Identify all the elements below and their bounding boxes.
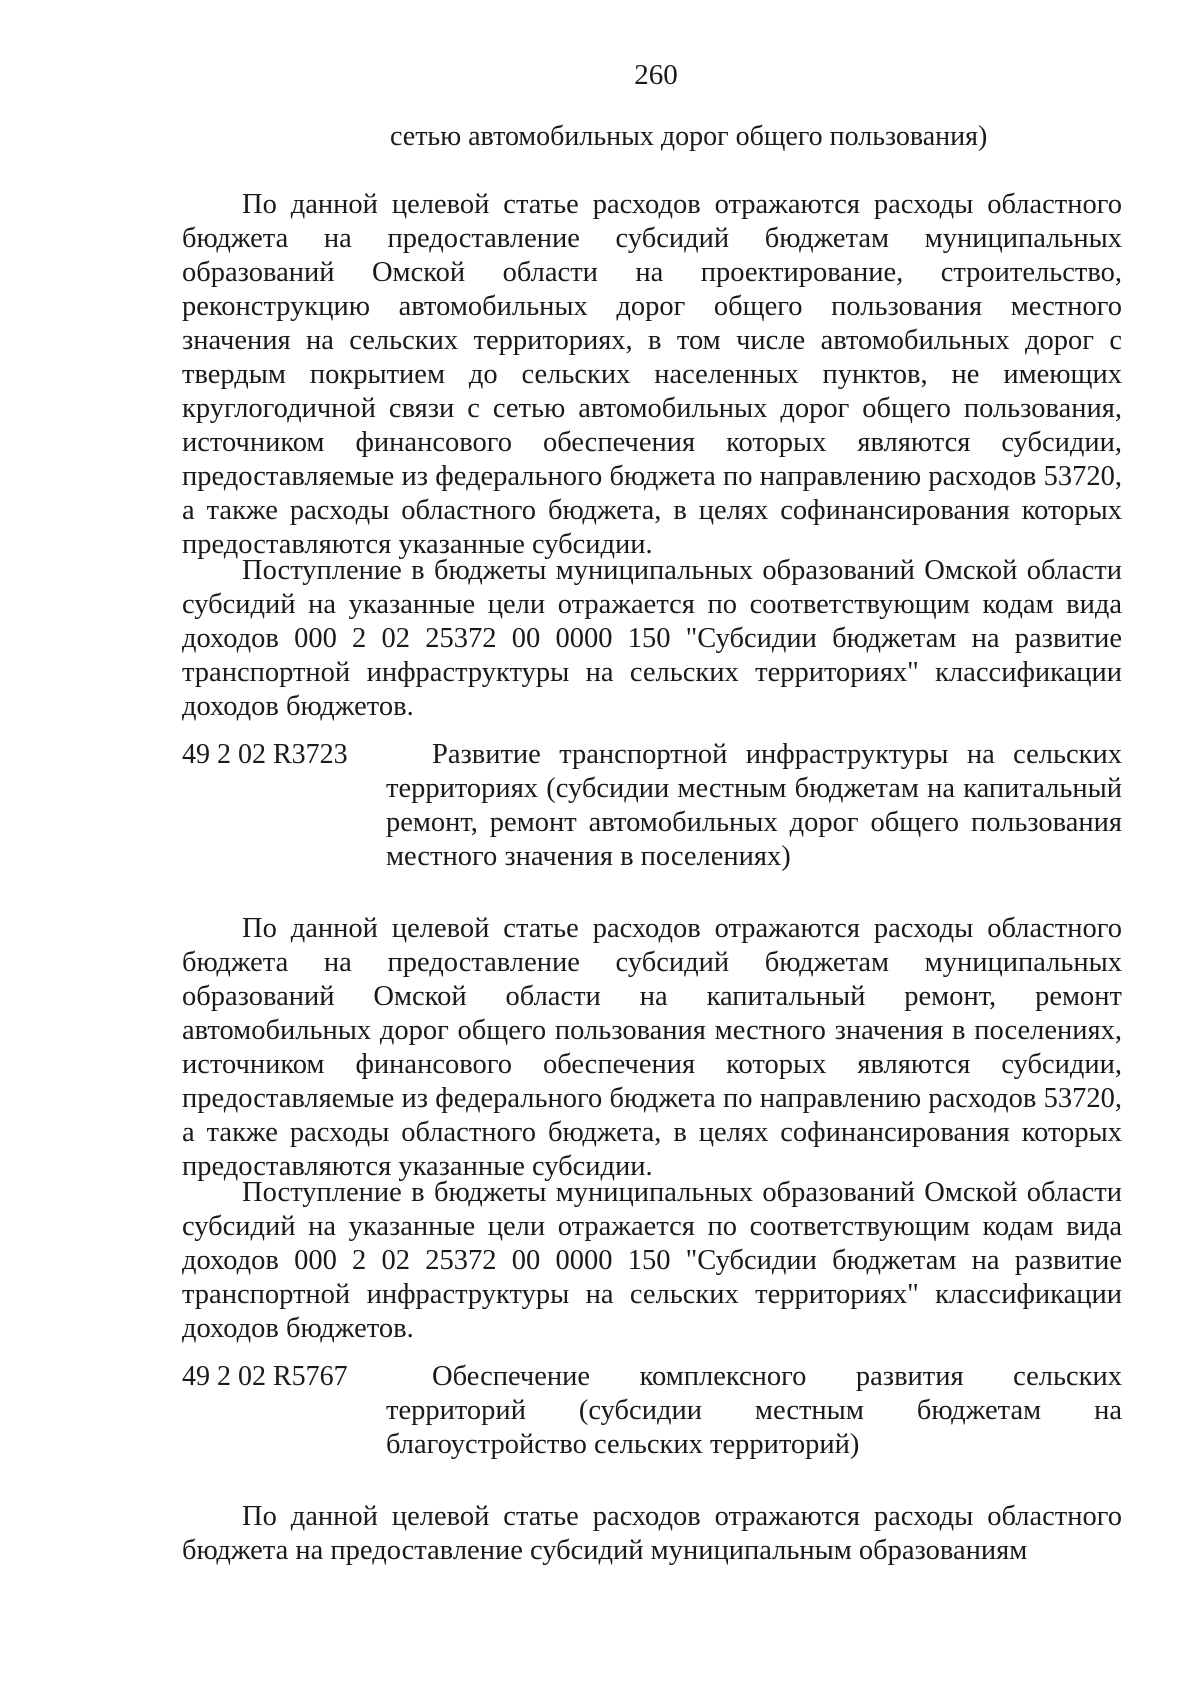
article-title: Обеспечение комплексного развития сельских территорий (субсидии местным бюджетам на благоустройство сельских территорий) [386, 1361, 1122, 1460]
paragraph-expenditure-description-3: По данной целевой статье расходов отражаются расходы областного бюджета на предоставление субсидий муниципальным образованиям [182, 1501, 1122, 1566]
article-code: 49 2 02 R5767 [182, 1361, 348, 1392]
paragraph-expenditure-description-2: По данной целевой статье расходов отражаются расходы областного бюджета на предоставление субсидий бюджетам муниципальных образований Омской области на капитальный ремонт, ремонт автомобильных дорог общего пользования местного значения в поселениях, источником финансового обеспечения которых являются субсидии, предоставляемые из федерального бюджета по направлению расходов 53720, а также расходы областного бюджета, в целях софинансирования которых предоставляются указанные субсидии. [182, 913, 1122, 1182]
article-title-continuation: сетью автомобильных дорог общего пользования) [390, 121, 988, 152]
paragraph-revenue-description-1: Поступление в бюджеты муниципальных образований Омской области субсидий на указанные цели отражается по соответствующим кодам вида доходов 000 2 02 25372 00 0000 150 "Субсидии бюджетам на развитие транспортной инфраструктуры на сельских территориях" классификации доходов бюджетов. [182, 555, 1122, 722]
article-title: Развитие транспортной инфраструктуры на сельских территориях (субсидии местным бюджетам на капитальный ремонт, ремонт автомобильных дорог общего пользования местного значения в поселениях) [386, 739, 1122, 872]
paragraph-revenue-description-2: Поступление в бюджеты муниципальных образований Омской области субсидий на указанные цели отражается по соответствующим кодам вида доходов 000 2 02 25372 00 0000 150 "Субсидии бюджетам на развитие транспортной инфраструктуры на сельских территориях" классификации доходов бюджетов. [182, 1177, 1122, 1344]
article-code: 49 2 02 R3723 [182, 739, 348, 770]
paragraph-expenditure-description-1: По данной целевой статье расходов отражаются расходы областного бюджета на предоставление субсидий бюджетам муниципальных образований Омской области на проектирование, строительство, реконструкцию автомобильных дорог общего пользования местного значения на сельских территориях, в том числе автомобильных дорог с твердым покрытием до сельских населенных пунктов, не имеющих круглогодичной связи с сетью автомобильных дорог общего пользования, источником финансового обеспечения которых являются субсидии, предоставляемые из федерального бюджета по направлению расходов 53720, а также расходы областного бюджета, в целях софинансирования которых предоставляются указанные субсидии. [182, 189, 1122, 560]
page-number: 260 [634, 59, 678, 91]
